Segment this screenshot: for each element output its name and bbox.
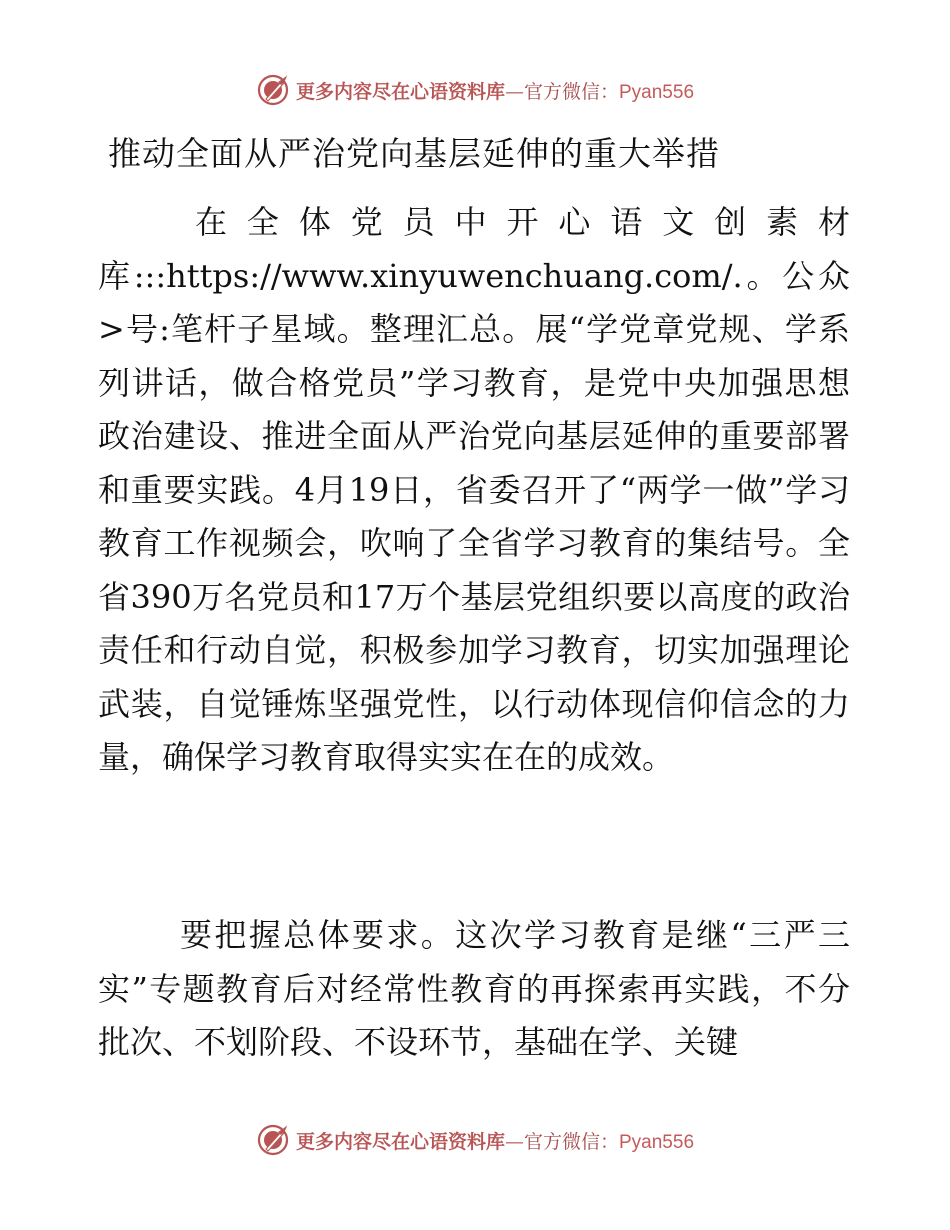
paragraph-1: 在全体党员中开心语文创素材库:::https://www.xinyuwenchuang.com/.。公众>号:笔杆子星域。整理汇总。展“学党章党规、学系列讲话，做合格党员”学习教育，是党中央加强思想政治建设、推进全面从严治党向基层延伸的重要部署和重要实践。4月19日，省委召开了“两学一做”学习教育工作视频会，吹响了全省学习教育的集结号。全省390万名党员和17万个基层党组织要以高度的政治责任和行动自觉，积极参加学习教育，切实加强理论武装，自觉锤炼坚强党性，以行动体现信仰信念的力量，确保学习教育取得实实在在的成效。 xyxy=(98,203,850,776)
document-title: 推动全面从严治党向基层延伸的重大举措 xyxy=(108,134,720,173)
quill-seal-logo-icon xyxy=(256,73,290,107)
banner-wechat-id: Pyan556 xyxy=(619,81,695,103)
banner-wechat-id: Pyan556 xyxy=(619,1131,695,1153)
banner-separator: — xyxy=(504,80,524,103)
paragraph-2: 要把握总体要求。这次学习教育是继“三严三实”专题教育后对经常性教育的再探索再实践，不分批次、不划阶段、不设环节，基础在学、关键 xyxy=(98,916,850,1061)
header-banner xyxy=(0,70,950,110)
footer-banner xyxy=(0,1120,950,1160)
banner-wechat-label: 官方微信： xyxy=(523,80,619,103)
banner-separator: — xyxy=(504,1130,524,1153)
banner-text xyxy=(296,1127,694,1154)
banner-text xyxy=(296,77,694,104)
banner-wechat-label: 官方微信： xyxy=(523,1130,619,1153)
quill-seal-logo-icon xyxy=(256,1123,290,1157)
banner-brand-text: 更多内容尽在心语资料库 xyxy=(295,1130,505,1153)
banner-brand-text: 更多内容尽在心语资料库 xyxy=(295,80,505,103)
